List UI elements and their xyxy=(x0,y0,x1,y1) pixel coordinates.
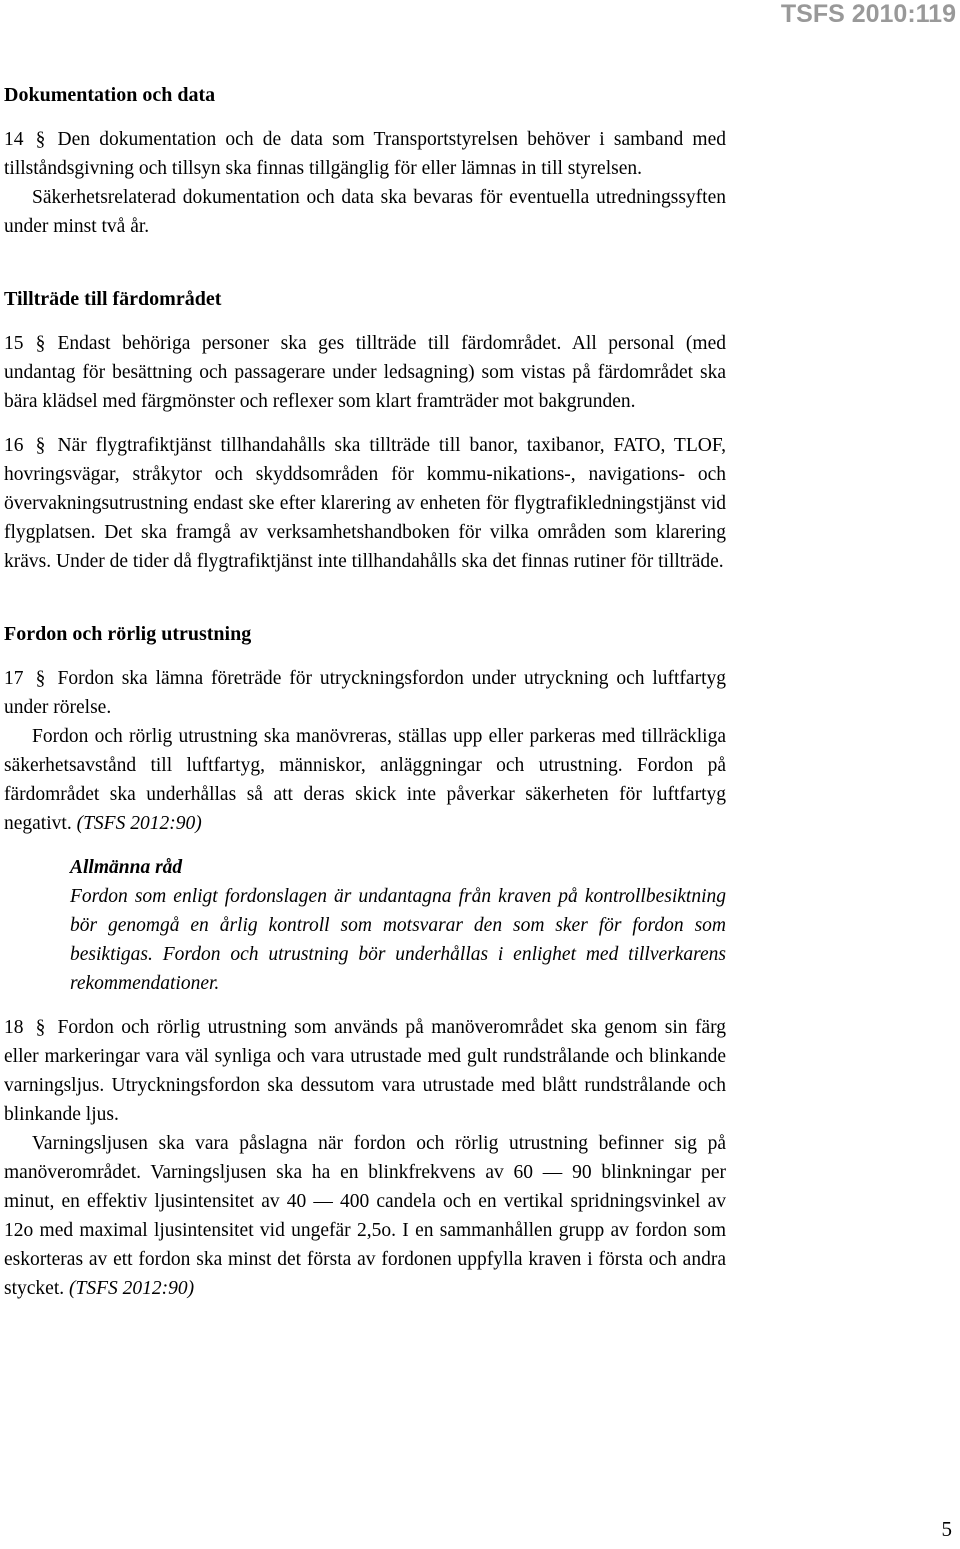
paragraph-14-second: Säkerhetsrelaterad dokumentation och data ska bevaras för eventuella utredningssyften under minst två år. xyxy=(4,187,726,237)
paragraph-15-text: Endast behöriga personer ska ges tillträde till färdområdet. All personal (med undantag för besättning och passagerare under ledsagning) som vistas på färdområdet ska bära klädsel med färgmönster och reflexer som klart framträder mot bakgrunden. xyxy=(4,333,726,412)
paragraph-17-second xyxy=(4,722,726,838)
document-reference: TSFS 2010:119 xyxy=(780,0,956,28)
paragraph-14 xyxy=(4,125,726,183)
paragraph-17-second-text: Fordon och rörlig utrustning ska manövreras, ställas upp eller parkeras med tillräckliga säkerhetsavstånd till luftfartyg, människor, anläggningar och utrustning. Fordon på färdområdet ska underhållas så att deras skick inte påverkar säkerheten för luftfartyg negativt. xyxy=(4,726,726,834)
page-number: 5 xyxy=(941,1517,952,1541)
document-body xyxy=(4,81,726,1303)
paragraph-sign-icon: § xyxy=(35,333,46,354)
section-number-14: 14 xyxy=(4,129,24,150)
heading-dokumentation: Dokumentation och data xyxy=(4,84,216,106)
paragraph-18-text: Fordon och rörlig utrustning som används på manöverområdet ska genom sin färg eller markeringar vara väl synliga och vara utrustade med gult rundstrålande och blinkande varningsljus. Utryckningsfordon ska dessutom vara utrustade med blått rundstrålande och blinkande ljus. xyxy=(4,1017,726,1125)
amendment-reference: (TSFS 2012:90) xyxy=(76,813,202,834)
general-advice-box xyxy=(70,853,726,998)
section-number-18: 18 xyxy=(4,1017,24,1038)
paragraph-sign-icon: § xyxy=(35,668,46,689)
paragraph-sign-icon: § xyxy=(35,129,46,150)
heading-tilltrade: Tillträde till färdområdet xyxy=(4,288,222,310)
general-advice-text: Fordon som enligt fordonslagen är undantagna från kraven på kontrollbesiktning bör genomgå en årlig kontroll som motsvarar den som sker för fordon som besiktigas. Fordon och utrustning bör underhållas i enlighet med tillverkarens rekommendationer. xyxy=(70,886,726,994)
paragraph-sign-icon: § xyxy=(35,1017,46,1038)
paragraph-18-second xyxy=(4,1129,726,1303)
heading-fordon: Fordon och rörlig utrustning xyxy=(4,623,252,645)
paragraph-18-second-text: Varningsljusen ska vara påslagna när fordon och rörlig utrustning befinner sig på manöverområdet. Varningsljusen ska ha en blinkfrekvens av 60 — 90 blinkningar per minut, en effektiv ljusintensitet av 40 — 400 candela och en vertikal spridningsvinkel av 12o med maximal ljusintensitet vid ungefär 2,5o. I en sammanhållen grupp av fordon som eskorteras av ett fordon ska minst det första av fordonen uppfylla kraven i första och andra stycket. xyxy=(4,1133,726,1299)
general-advice-heading: Allmänna råd xyxy=(70,857,183,878)
amendment-reference: (TSFS 2012:90) xyxy=(68,1278,195,1299)
section-number-15: 15 xyxy=(4,333,24,354)
paragraph-17 xyxy=(4,664,726,722)
paragraph-15 xyxy=(4,329,726,416)
paragraph-18 xyxy=(4,1013,726,1129)
paragraph-14-text: Den dokumentation och de data som Transportstyrelsen behöver i samband med tillståndsgivning och tillsyn ska finnas tillgänglig för eller lämnas in till styrelsen. xyxy=(4,129,726,179)
paragraph-16-text: När flygtrafiktjänst tillhandahålls ska tillträde till banor, taxibanor, FATO, TLOF, hovringsvägar, stråkytor och skyddsområden för kommu-nikations-, navigations- och övervakningsutrustning endast ske efter klarering av enheten för flygtrafikledningstjänst vid flygplatsen. Det ska framgå av verksamhetshandboken för vilka områden som klarering krävs. Under de tider då flygtrafiktjänst inte tillhandahålls ska det finnas rutiner för tillträde. xyxy=(4,435,726,572)
section-number-17: 17 xyxy=(4,668,24,689)
paragraph-sign-icon: § xyxy=(35,435,46,456)
paragraph-17-text: Fordon ska lämna företräde för utryckningsfordon under utryckning och luftfartyg under rörelse. xyxy=(4,668,726,718)
paragraph-16 xyxy=(4,431,726,576)
section-number-16: 16 xyxy=(4,435,24,456)
